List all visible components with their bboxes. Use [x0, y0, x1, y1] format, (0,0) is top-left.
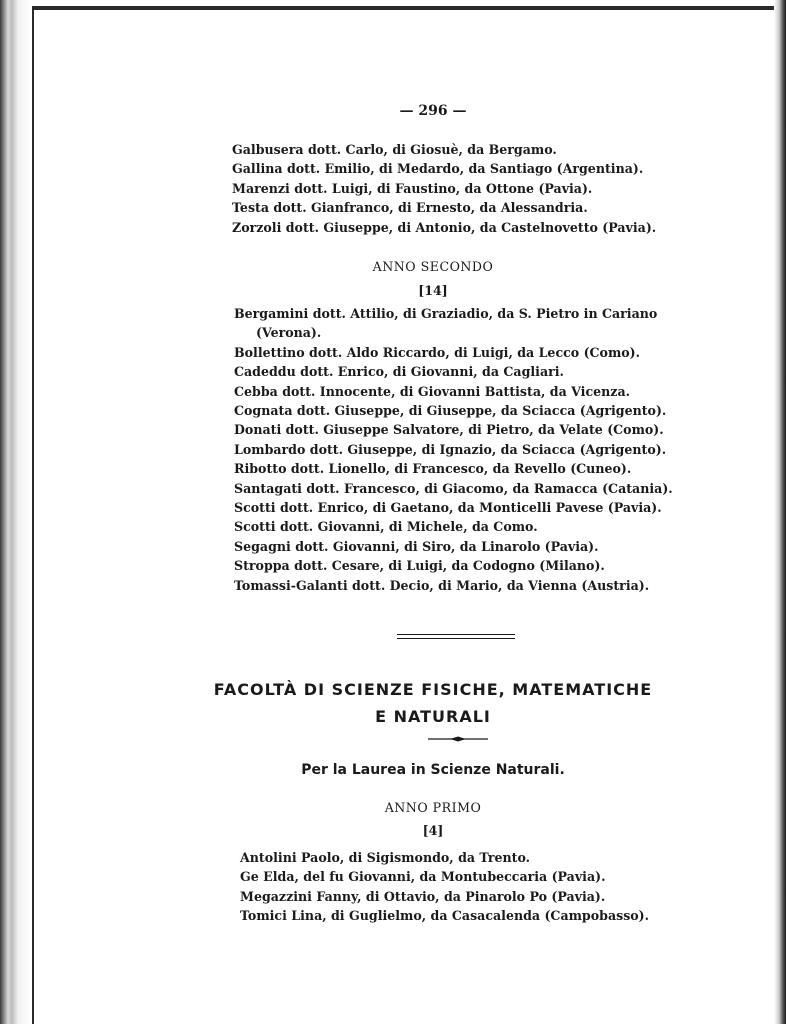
page-border-top [32, 6, 786, 10]
second-year-heading: ANNO SECONDO [372, 259, 494, 274]
list-item: Scotti dott. Giovanni, di Michele, da Como. [234, 519, 538, 535]
list-item: Antolini Paolo, di Sigismondo, da Trento. [240, 850, 531, 865]
list-item: Segagni dott. Giovanni, di Siro, da Linarolo (Pavia). [234, 538, 599, 554]
faculty-title-line1: FACOLTÀ DI SCIENZE FISICHE, MATEMATICHE [213, 680, 653, 699]
list-item: Zorzoli dott. Giuseppe, di Antonio, da Castelnovetto (Pavia). [232, 219, 657, 235]
list-item: Santagati dott. Francesco, di Giacomo, da Ramacca (Catania). [234, 480, 673, 496]
list-item: Bergamini dott. Attilio, di Graziadio, da S. Pietro in Cariano [234, 306, 658, 321]
subject-heading: Per la Laurea in Scienze Naturali. [301, 762, 565, 778]
first-year-student-list [240, 848, 649, 926]
list-item: Bollettino dott. Aldo Riccardo, di Luigi, da Lecco (Como). [234, 344, 641, 360]
page-number: — 296 — [399, 103, 467, 119]
first-year-heading: ANNO PRIMO [384, 800, 482, 815]
list-item: Tomassi-Galanti dott. Decio, di Mario, da Vienna (Austria). [234, 577, 650, 593]
list-item: Marenzi dott. Luigi, di Faustino, da Ottone (Pavia). [232, 180, 593, 196]
page-border-right [774, 0, 786, 1024]
page-binding-edge [0, 0, 40, 1024]
list-item: Scotti dott. Enrico, di Gaetano, da Monticelli Pavese (Pavia). [234, 500, 662, 516]
list-item: Stroppa dott. Cesare, di Luigi, da Codogno (Milano). [234, 558, 605, 574]
list-item: Donati dott. Giuseppe Salvatore, di Pietro, da Velate (Como). [234, 422, 664, 438]
first-year-count: [4] [422, 823, 444, 838]
list-item: Cebba dott. Innocente, di Giovanni Battista, da Vicenza. [234, 383, 630, 399]
list-item: Cadeddu dott. Enrico, di Giovanni, da Cagliari. [234, 364, 564, 380]
faculty-title-line2: E NATURALI [375, 707, 491, 726]
list-item: Cognata dott. Giuseppe, di Giuseppe, da Sciacca (Agrigento). [234, 403, 667, 419]
list-item: Testa dott. Gianfranco, di Ernesto, da Alessandria. [232, 200, 588, 216]
list-item: Lombardo dott. Giuseppe, di Ignazio, da Sciacca (Agrigento). [234, 441, 667, 457]
list-item: Megazzini Fanny, di Ottavio, da Pinarolo Po (Pavia). [240, 888, 606, 904]
list-item: Galbusera dott. Carlo, di Giosuè, da Bergamo. [232, 142, 557, 157]
second-year-student-list [234, 304, 673, 595]
section-divider [397, 634, 515, 639]
second-year-count: [14] [418, 283, 448, 298]
top-student-list [232, 140, 656, 237]
page-border-left [32, 10, 34, 1024]
list-item: Ribotto dott. Lionello, di Francesco, da Revello (Cuneo). [234, 461, 632, 477]
ornament-rule-icon [428, 736, 488, 742]
list-item: Gallina dott. Emilio, di Medardo, da Santiago (Argentina). [232, 161, 644, 177]
list-item-continuation: (Verona). [256, 325, 322, 341]
list-item: Tomici Lina, di Guglielmo, da Casacalenda (Campobasso). [240, 908, 650, 924]
list-item: Ge Elda, del fu Giovanni, da Montubeccaria (Pavia). [240, 869, 606, 885]
